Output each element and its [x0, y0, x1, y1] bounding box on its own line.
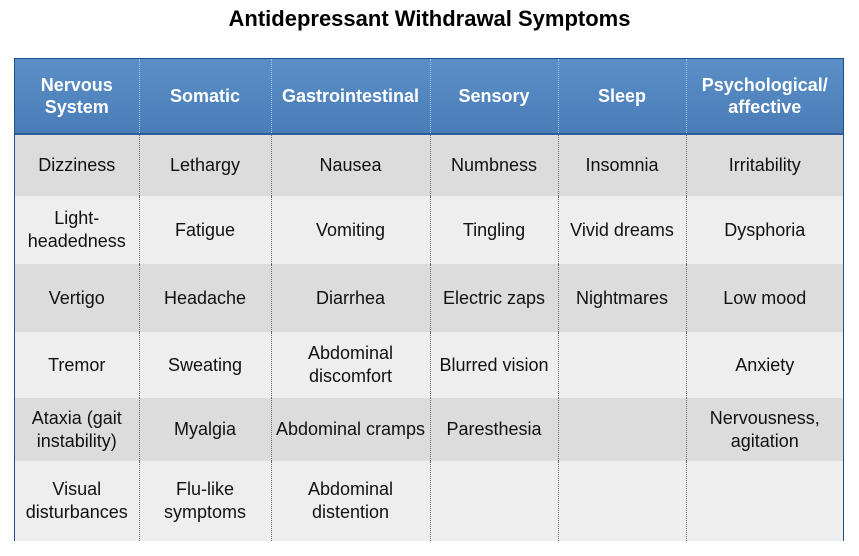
table-header-row	[15, 59, 843, 134]
table-row	[15, 332, 843, 398]
table-cell: Vivid dreams	[558, 196, 686, 264]
table-cell: Abdominal cramps	[271, 398, 430, 461]
symptoms-table-container	[14, 58, 844, 541]
table-cell	[558, 461, 686, 541]
table-cell: Flu-like symptoms	[139, 461, 271, 541]
table-cell: Irritability	[686, 134, 843, 196]
table-cell: Myalgia	[139, 398, 271, 461]
page-title: Antidepressant Withdrawal Symptoms	[228, 6, 631, 31]
table-cell: Paresthesia	[430, 398, 558, 461]
table-cell: Ataxia (gait instability)	[15, 398, 139, 461]
table-cell	[558, 398, 686, 461]
table-row	[15, 134, 843, 196]
table-cell: Nausea	[271, 134, 430, 196]
header-somatic: Somatic	[139, 59, 271, 134]
table-cell: Dysphoria	[686, 196, 843, 264]
table-cell: Abdominal discomfort	[271, 332, 430, 398]
table-cell: Insomnia	[558, 134, 686, 196]
table-cell: Lethargy	[139, 134, 271, 196]
table-cell	[430, 461, 558, 541]
table-cell	[686, 461, 843, 541]
table-cell: Light-headedness	[15, 196, 139, 264]
table-row	[15, 398, 843, 461]
table-cell: Vertigo	[15, 264, 139, 332]
table-cell: Sweating	[139, 332, 271, 398]
table-cell: Nightmares	[558, 264, 686, 332]
table-cell: Headache	[139, 264, 271, 332]
table-cell: Numbness	[430, 134, 558, 196]
header-sleep: Sleep	[558, 59, 686, 134]
table-cell	[558, 332, 686, 398]
table-cell: Visual disturbances	[15, 461, 139, 541]
table-cell: Diarrhea	[271, 264, 430, 332]
table-cell: Dizziness	[15, 134, 139, 196]
symptoms-table	[15, 59, 843, 541]
table-cell: Abdominal distention	[271, 461, 430, 541]
header-sensory: Sensory	[430, 59, 558, 134]
table-row	[15, 196, 843, 264]
table-cell: Electric zaps	[430, 264, 558, 332]
table-cell: Blurred vision	[430, 332, 558, 398]
table-cell: Fatigue	[139, 196, 271, 264]
table-row	[15, 264, 843, 332]
header-psychological-affective: Psychological/ affective	[686, 59, 843, 134]
table-cell: Anxiety	[686, 332, 843, 398]
table-cell: Tingling	[430, 196, 558, 264]
table-cell: Low mood	[686, 264, 843, 332]
header-gastrointestinal: Gastrointestinal	[271, 59, 430, 134]
table-row	[15, 461, 843, 541]
table-cell: Nervousness, agitation	[686, 398, 843, 461]
table-cell: Vomiting	[271, 196, 430, 264]
table-cell: Tremor	[15, 332, 139, 398]
header-nervous-system: Nervous System	[15, 59, 139, 134]
